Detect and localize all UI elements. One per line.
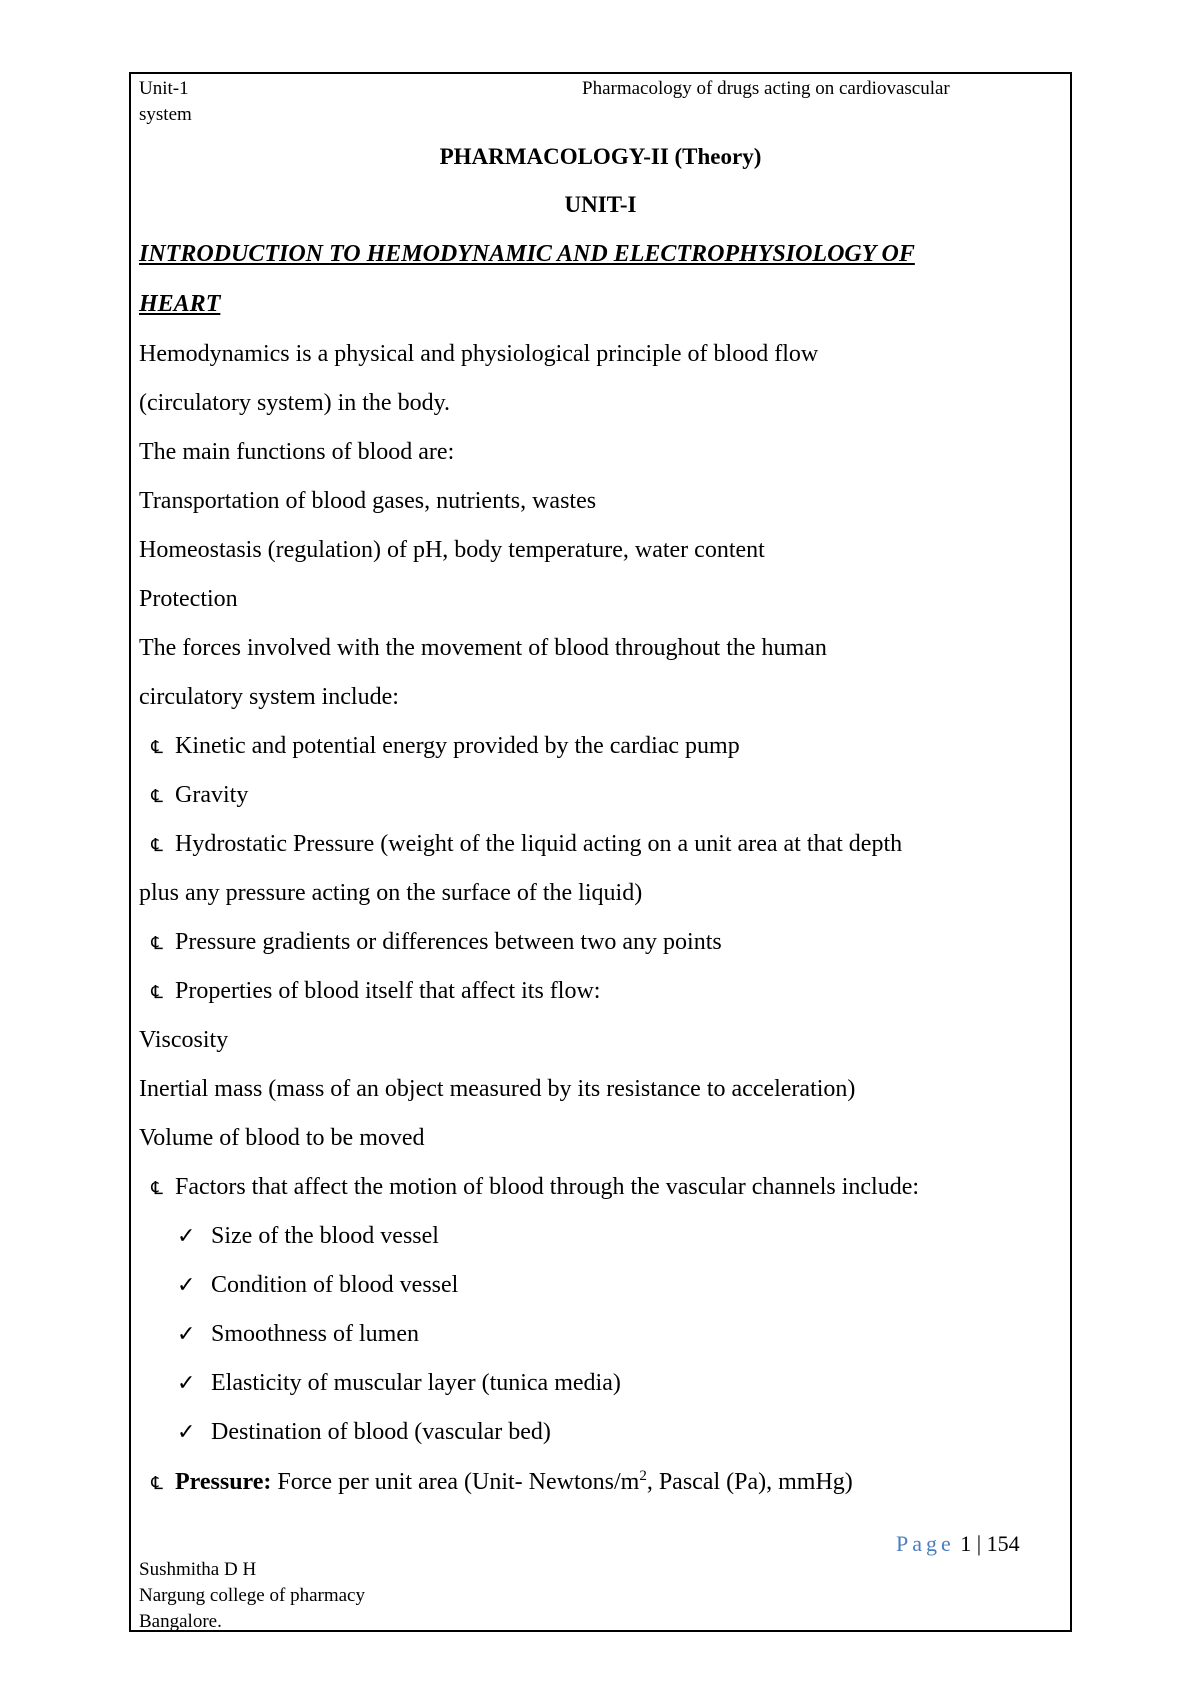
pressure-term: Pressure:: [175, 1469, 272, 1495]
paragraph-line: Volume of blood to be moved: [139, 1125, 425, 1151]
checklist-item-text: Size of the blood vessel: [211, 1223, 439, 1249]
list-item: [139, 1172, 919, 1203]
list-item: [139, 927, 722, 958]
checklist-item-text: Elasticity of muscular layer (tunica media): [211, 1370, 621, 1396]
checklist-item-text: Condition of blood vessel: [211, 1272, 459, 1298]
list-item-text: Factors that affect the motion of blood through the vascular channels include:: [175, 1174, 920, 1200]
checkmark-icon: ✓: [177, 1321, 196, 1346]
header-unit: Unit-1: [139, 78, 189, 99]
unit-title: UNIT-I: [564, 192, 637, 217]
page-current: 1: [960, 1531, 972, 1556]
bullet-icon: ℄: [151, 933, 163, 953]
checklist-item: [177, 1270, 458, 1300]
paragraph-line: The forces involved with the movement of blood throughout the human: [139, 635, 827, 661]
page-number: [896, 1530, 1020, 1558]
paragraph-line: Transportation of blood gases, nutrients, wastes: [139, 488, 597, 514]
page-word: Page: [896, 1531, 955, 1556]
paragraph-line: The main functions of blood are:: [139, 439, 455, 465]
document-title: PHARMACOLOGY-II (Theory): [439, 144, 762, 169]
list-item: [139, 731, 740, 762]
bullet-icon: ℄: [151, 982, 163, 1002]
pressure-definition: Force per unit area (Unit- Newtons/m: [271, 1469, 640, 1495]
checklist-item-text: Smoothness of lumen: [211, 1321, 419, 1347]
list-item-text: Hydrostatic Pressure (weight of the liquid acting on a unit area at that depth: [175, 831, 903, 857]
paragraph-line: circulatory system include:: [139, 684, 399, 710]
checkmark-icon: ✓: [177, 1223, 196, 1248]
bullet-icon: ℄: [151, 1473, 163, 1493]
checklist-item: [177, 1221, 439, 1251]
list-item: [139, 976, 600, 1007]
bullet-icon: ℄: [151, 737, 163, 757]
list-item-text: Gravity: [175, 782, 249, 808]
footer-author: Sushmitha D H: [139, 1559, 257, 1580]
list-item-text: Properties of blood itself that affect its flow:: [175, 978, 601, 1004]
section-heading-line1: INTRODUCTION TO HEMODYNAMIC AND ELECTROPHYSIOLOGY OF: [139, 241, 915, 267]
checkmark-icon: ✓: [177, 1370, 196, 1395]
list-item-text: Kinetic and potential energy provided by the cardiac pump: [175, 733, 740, 759]
bullet-icon: ℄: [151, 835, 163, 855]
page-footer: [139, 1557, 365, 1635]
list-item: [139, 829, 902, 860]
checkmark-icon: ✓: [177, 1272, 196, 1297]
checklist-item: [177, 1319, 419, 1349]
page-total: 154: [986, 1531, 1020, 1556]
checklist-item: [177, 1417, 551, 1447]
bullet-icon: ℄: [151, 786, 163, 806]
paragraph-line: (circulatory system) in the body.: [139, 390, 451, 416]
paragraph-line: Inertial mass (mass of an object measured by its resistance to acceleration): [139, 1076, 856, 1102]
footer-city: Bangalore.: [139, 1611, 222, 1632]
pressure-units: , Pascal (Pa), mmHg): [646, 1469, 853, 1495]
header-topic-wrap: system: [139, 104, 192, 125]
footer-college: Nargung college of pharmacy: [139, 1585, 365, 1606]
paragraph-line: Homeostasis (regulation) of pH, body temperature, water content: [139, 537, 765, 563]
superscript-exponent: 2: [639, 1468, 647, 1484]
paragraph-line: plus any pressure acting on the surface of the liquid): [139, 880, 643, 906]
list-item-text: Pressure gradients or differences between two any points: [175, 929, 722, 955]
list-item: [139, 780, 248, 811]
list-item: [139, 1467, 853, 1498]
paragraph-line: Viscosity: [139, 1027, 229, 1053]
paragraph-line: Protection: [139, 586, 238, 612]
bullet-icon: ℄: [151, 1178, 163, 1198]
checklist-item: [177, 1368, 621, 1398]
checkmark-icon: ✓: [177, 1419, 196, 1444]
paragraph-line: Hemodynamics is a physical and physiological principle of blood flow: [139, 341, 819, 367]
page-separator: |: [971, 1531, 987, 1556]
checklist-item-text: Destination of blood (vascular bed): [211, 1419, 551, 1445]
section-heading-line2: HEART: [139, 291, 221, 317]
header-topic: Pharmacology of drugs acting on cardiovascular: [582, 78, 950, 99]
